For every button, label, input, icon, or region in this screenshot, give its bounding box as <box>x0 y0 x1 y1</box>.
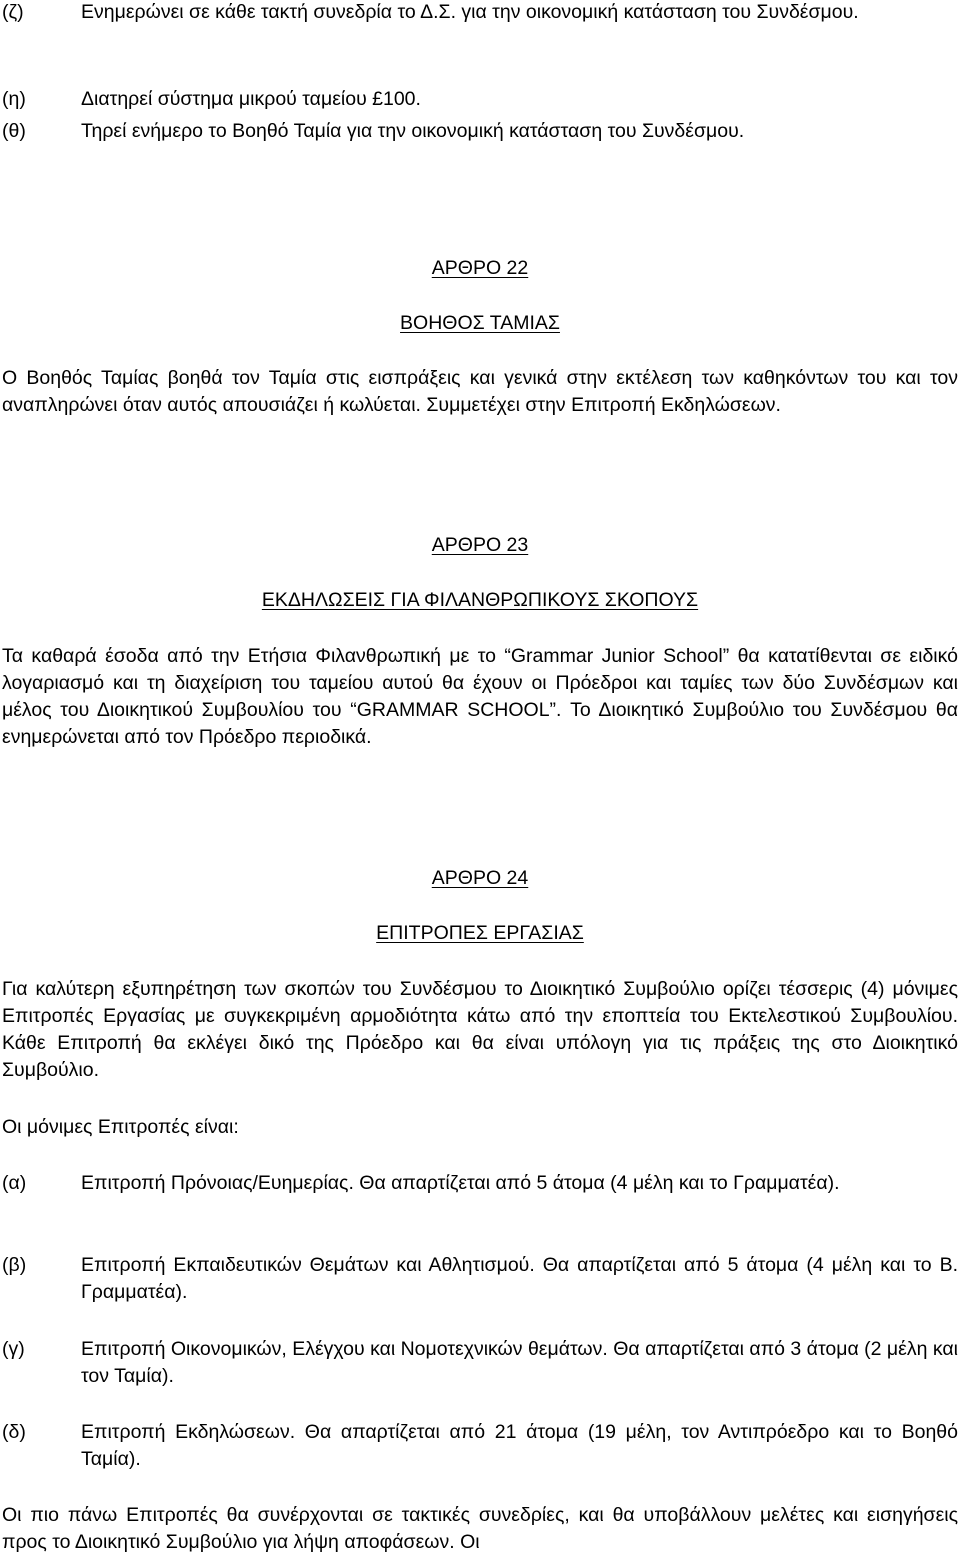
list-item-label: (ζ) <box>2 1 24 23</box>
list-item-text: Ενημερώνει σε κάθε τακτή συνεδρία το Δ.Σ. για την οικονομική κατάσταση του Συνδέσμου. <box>81 1 859 23</box>
committee-label: (α) <box>2 1172 27 1194</box>
article-24-closing: Οι πιο πάνω Επιτροπές θα συνέρχονται σε τακτικές συνεδρίες, και θα υποβάλλουν μελέτες και εισηγήσεις προς το Διοικητικό Συμβούλιο για λήψη αποφάσεων. Οι <box>2 1504 958 1553</box>
list-item-label: (θ) <box>2 120 26 142</box>
article-24-title: ΕΠΙΤΡΟΠΕΣ ΕΡΓΑΣΙΑΣ <box>376 922 584 944</box>
article-23-body: Τα καθαρά έσοδα από την Ετήσια Φιλανθρωπική με το “Grammar Junior School” θα κατατίθενται σε ειδικό λογαριασμό και τη διαχείριση του ταμείου αυτού θα έχουν οι Πρόεδροι και ταμίες των δύο Συνδέσμων και μέλος του Διοικητικού Συμβουλίου του “GRAMMAR SCHOOL”. Το Διοικητικό Συμβούλιο του Συνδέσμου θα ενημερώνεται από τον Πρόεδρο περιοδικά. <box>2 645 958 748</box>
article-22-number: ΑΡΘΡΟ 22 <box>431 257 529 279</box>
committee-text: Επιτροπή Εκπαιδευτικών Θεμάτων και Αθλητισμού. Θα απαρτίζεται από 5 άτομα (4 μέλη και το Β. Γραμματέα). <box>81 1254 958 1303</box>
list-item-label: (η) <box>2 88 26 110</box>
article-24-number: ΑΡΘΡΟ 24 <box>431 867 529 889</box>
article-24-intro: Οι μόνιμες Επιτροπές είναι: <box>2 1116 239 1138</box>
committee-text: Επιτροπή Πρόνοιας/Ευημερίας. Θα απαρτίζεται από 5 άτομα (4 μέλη και το Γραμματέα). <box>81 1172 840 1194</box>
committee-text: Επιτροπή Εκδηλώσεων. Θα απαρτίζεται από 21 άτομα (19 μέλη, τον Αντιπρόεδρο και το Βοηθό Ταμία). <box>81 1421 958 1470</box>
committee-label: (γ) <box>2 1338 25 1360</box>
list-item-text: Τηρεί ενήμερο το Βοηθό Ταμία για την οικονομική κατάσταση του Συνδέσμου. <box>81 120 745 142</box>
article-24-body: Για καλύτερη εξυπηρέτηση των σκοπών του Συνδέσμου το Διοικητικό Συμβούλιο ορίζει τέσσερις (4) μόνιμες Επιτροπές Εργασίας με συγκεκριμένη αρμοδιότητα κάτω από την εποπτεία του Εκτελεστικού Συμβουλίου. Κάθε Επιτροπή θα εκλέγει δικό της Πρόεδρο και θα είναι υπόλογη για τις πράξεις της στο Διοικητικό Συμβούλιο. <box>2 978 958 1081</box>
list-item-text: Διατηρεί σύστημα μικρού ταμείου £100. <box>81 88 421 110</box>
committee-label: (δ) <box>2 1421 26 1443</box>
committee-text: Επιτροπή Οικονομικών, Ελέγχου και Νομοτεχνικών θεμάτων. Θα απαρτίζεται από 3 άτομα (2 μέλη και τον Ταμία). <box>81 1338 958 1387</box>
committee-label: (β) <box>2 1254 27 1276</box>
article-22-body: Ο Βοηθός Ταμίας βοηθά τον Ταμία στις εισπράξεις και γενικά στην εκτέλεση των καθηκόντων του και τον αναπληρώνει όταν αυτός απουσιάζει ή κωλύεται. Συμμετέχει στην Επιτροπή Εκδηλώσεων. <box>2 367 958 416</box>
article-23-number: ΑΡΘΡΟ 23 <box>431 534 529 556</box>
article-22-title: ΒΟΗΘΟΣ ΤΑΜΙΑΣ <box>400 312 560 334</box>
article-23-title: ΕΚΔΗΛΩΣΕΙΣ ΓΙΑ ΦΙΛΑΝΘΡΩΠΙΚΟΥΣ ΣΚΟΠΟΥΣ <box>261 589 699 611</box>
